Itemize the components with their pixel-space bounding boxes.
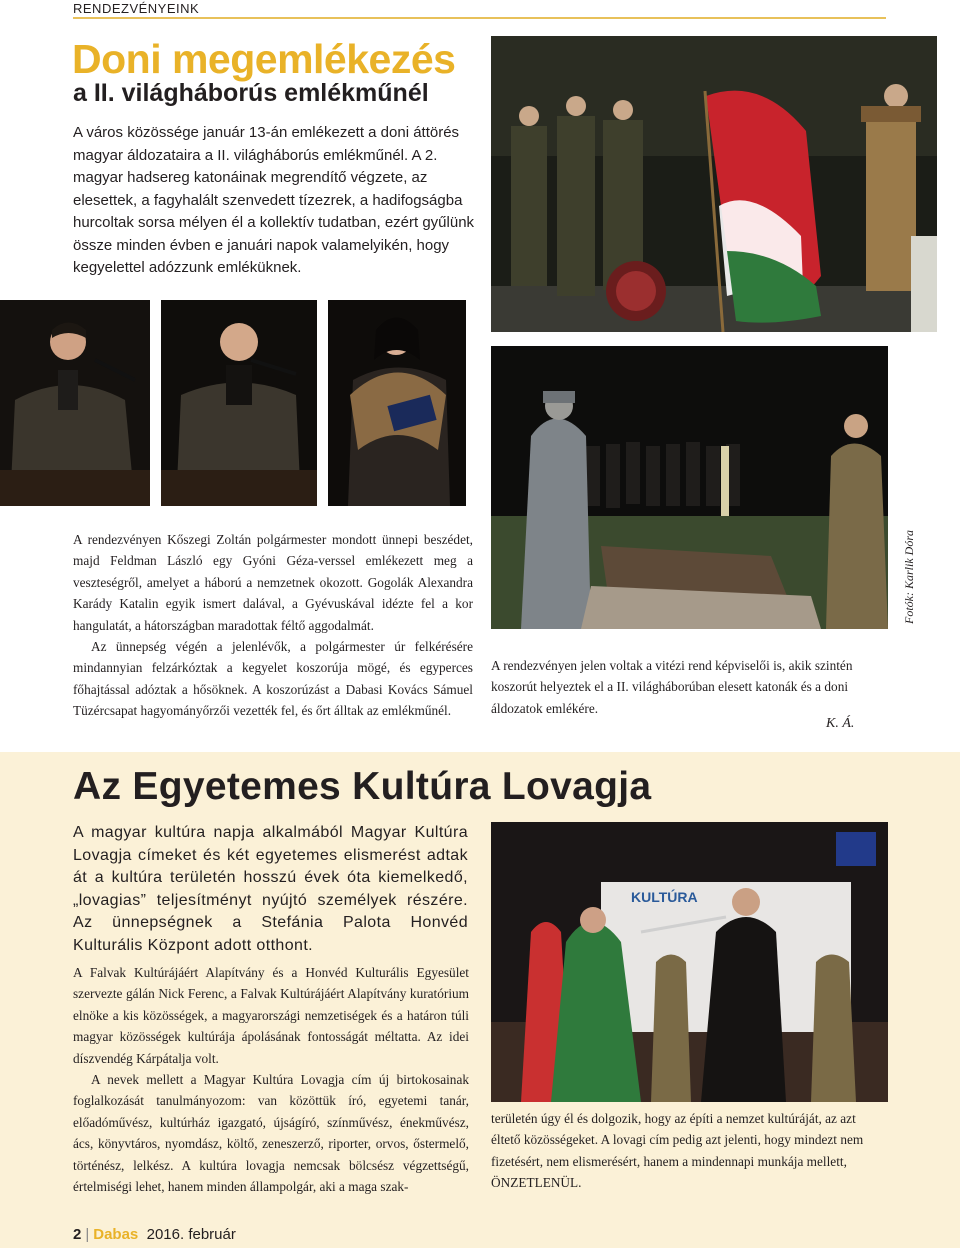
magazine-name: Dabas [93, 1226, 139, 1243]
footer-separator: | [85, 1226, 90, 1243]
body-paragraph: A Falvak Kultúrájáért Alapítvány és a Honvéd Kulturális Egyesület szervezte gálán Nick Ferenc, a Falvak Kultúrájáért Alapítvány kuratórium elnöke a kis közösségek, a magyarországi nemzetiségek és a határon túli magyar közösségek kultúrája ápolásának fontosságát méltatta. Az idei díszvendég Kárpátalja volt. [73, 965, 469, 1066]
page-footer [73, 1226, 236, 1243]
stage-banner-text: KULTÚRA [631, 889, 698, 905]
article-subtitle: a II. világháborús emlékműnél [73, 79, 429, 107]
photo-credit: Fotók: Karlik Dóra [902, 530, 916, 624]
photo-speaker-reciter [161, 300, 317, 506]
body-paragraph: A rendezvényen Kőszegi Zoltán polgármester mondott ünnepi beszédet, majd Feldman László egy Gyóni Géza-verssel emlékezett meg a veszteségről, amelyet a háború a nemzetnek okozott. Gogolák Alexandra Karády Katalin egyik ismert dalával, a Gyévuskával idézte fel a kor hangulatát, a hátországban maradottak féltő aggodalmát. [73, 532, 473, 633]
photo-flag-ceremony [491, 36, 937, 332]
body-paragraph: Az ünnepség végén a jelenlévők, a polgármester úr felkérésére mindannyian felzárkóztak a kegyelet koszorúja mögé, és egyperces főhajtással adóztak a hősöknek. A koszorúzást a Dabasi Kovács Sámuel Tüzércsapat hagyományőrzői vezették fel, és őrt álltak az emlékműnél. [73, 639, 473, 719]
issue-date: 2016. február [146, 1226, 236, 1243]
article2-body-continued: területén úgy él és dolgozik, hogy az építi a nemzet kultúráját, az azt éltető közösségeket. A lovagi cím pedig azt jelenti, hogy mindezt nem fizetésért, nem elismerésért, hanem a mindennapi munkája mellett, ÖNZETLENÜL. [491, 1111, 864, 1191]
photo-knighting [491, 822, 888, 1102]
section-rule [73, 17, 886, 19]
author-signature: K. Á. [826, 716, 855, 731]
article2-title: Az Egyetemes Kultúra Lovagja [73, 765, 652, 808]
article2-body [73, 962, 469, 1197]
article-intro: A város közössége január 13-án emlékezett a doni áttörés magyar áldozataira a II. világháborús emlékműnél. A 2. magyar hadsereg katonáinak megrendítő végzete, az elesettek, a fagyhalált szenvedett tízezrek, a hadifogságba hurcoltak sorsa mélyen él a kollektív tudatban, ezért gyűlünk össze minden évben e januári napok valamelyikén, hogy kegyelettel adózzunk emléküknek. [73, 124, 475, 276]
photo-speaker-mayor [0, 300, 150, 506]
section-label: RENDEZVÉNYEINK [73, 1, 200, 16]
photo-speaker-singer [328, 300, 466, 506]
body-paragraph: A nevek mellett a Magyar Kultúra Lovagja cím új birtokosainak foglalkozását tanulmányozom: van közöttük író, egyetemi tanár, előadóművész, kultúrház igazgató, újságíró, színművész, énekművész, ács, könyvtáros, nyomdász, költő, zeneszerző, riporter, orvos, őstermelő, történész, lelkész. A kultúra lovagja nemcsak bölcsész végzettségű, értelmiségi lehet, hanem minden állampolgár, aki a maga szak- [73, 1072, 469, 1195]
article-body [73, 529, 473, 722]
photo-salute [491, 346, 888, 629]
photo-caption: A rendezvényen jelen voltak a vitézi rend képviselői is, akik szintén koszorút helyeztek el a II. világháborúban elesett katonák és a doni áldozatok emlékére. [491, 658, 853, 716]
article2-lead: A magyar kultúra napja alkalmából Magyar Kultúra Lovagja címeket és két egyetemes elismerést adtak át a kultúra területén hosszú évek óta kiemelkedő, „lovagias” teljesítményt nyújtó személyek részére. Az ünnepségnek a Stefánia Palota Honvéd Kulturális Központ adott otthont. [73, 824, 468, 954]
article-title: Doni megemlékezés [72, 36, 456, 82]
page-number: 2 [73, 1226, 82, 1243]
